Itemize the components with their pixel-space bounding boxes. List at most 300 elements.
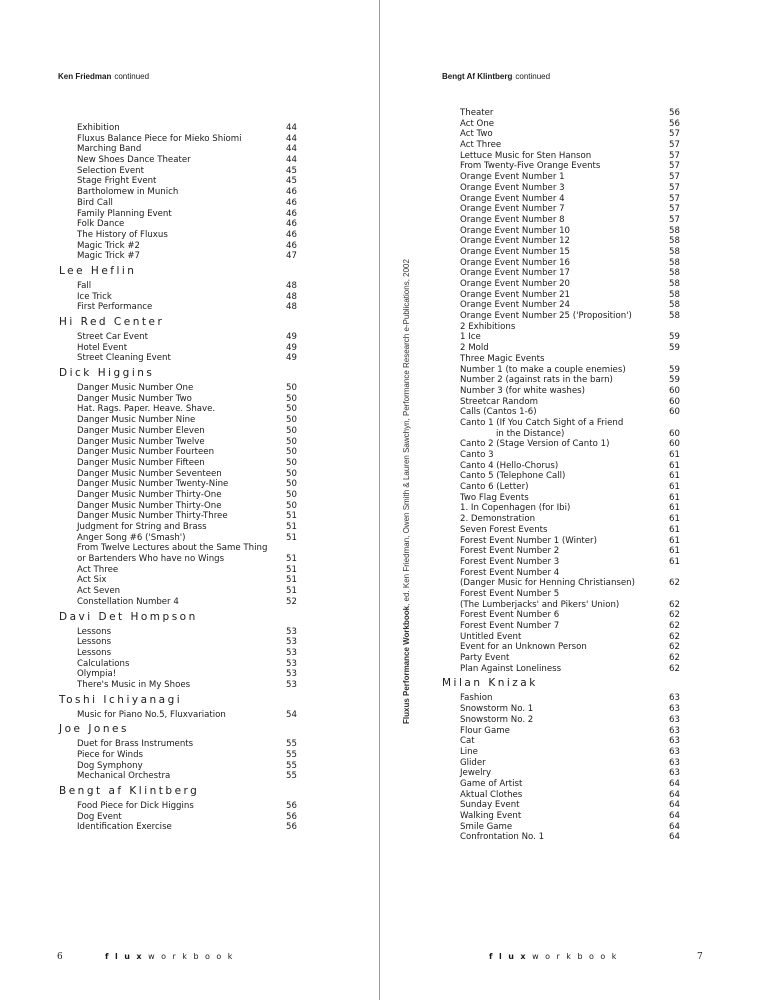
entry-page-number: 59 [669, 364, 680, 375]
entry-page-number: 45 [286, 165, 297, 176]
entry-title: Line [460, 746, 478, 757]
contents-entry [77, 565, 297, 576]
right-page-number: 7 [697, 952, 703, 962]
contents-entry [77, 353, 297, 364]
entry-page-number: 60 [669, 439, 680, 450]
entry-title: Family Planning Event [77, 208, 172, 219]
entry-title: Forest Event Number 6 [460, 610, 560, 621]
entry-title: Ice Trick [77, 291, 112, 302]
footer-title-bold: flux [105, 952, 149, 961]
entry-page-number: 55 [286, 739, 297, 750]
entry-title: Street Car Event [77, 332, 148, 342]
entry-page-number: 63 [669, 725, 680, 736]
contents-entry [460, 204, 682, 215]
entry-page-number: 53 [286, 658, 297, 669]
contents-entry [77, 187, 297, 198]
entry-page-number: 46 [286, 229, 297, 240]
entry-page-number: 55 [286, 771, 297, 782]
contents-entry [460, 536, 682, 547]
entry-title: Canto 2 (Stage Version of Canto 1) [460, 439, 610, 450]
entry-page-number: 57 [669, 182, 680, 193]
contents-entry [460, 482, 682, 493]
contents-entry [77, 771, 297, 782]
entry-title: 2 Exhibitions [460, 321, 516, 332]
entry-title: Act Seven [77, 586, 121, 597]
contents-entry [460, 119, 682, 130]
entry-title: Canto 4 (Hello-Chorus) [460, 460, 559, 471]
entry-page-number: 51 [286, 511, 297, 522]
footer-title-rest: workbook [148, 952, 239, 961]
contents-entry [460, 811, 682, 822]
author-section [59, 723, 297, 782]
entry-title: Snowstorm No. 2 [460, 714, 534, 725]
contents-entry [460, 632, 682, 643]
contents-entry [460, 407, 682, 418]
contents-entry [460, 450, 682, 461]
contents-entry [460, 354, 682, 365]
spine-credit-title: Fluxus Performance Workbook [402, 605, 411, 724]
entry-title: Anger Song #6 ('Smash') [77, 532, 186, 543]
entry-page-number: 61 [669, 503, 680, 514]
entry-page-number: 50 [286, 479, 297, 490]
contents-entry [460, 194, 682, 205]
author-section [59, 264, 297, 313]
contents-entry [460, 693, 682, 704]
entry-title: Orange Event Number 20 [460, 279, 571, 289]
contents-entry [77, 437, 297, 448]
contents-entry [460, 332, 682, 343]
entry-title: Food Piece for Dick Higgins [77, 801, 194, 812]
contents-entry [460, 311, 682, 322]
entry-title: Streetcar Random [460, 396, 538, 407]
entry-title: Music for Piano No.5, Fluxvariation [77, 709, 226, 720]
contents-entry [77, 801, 297, 812]
contents-entry [77, 426, 297, 437]
entry-title: Marching Band [77, 144, 142, 155]
entry-title: New Shoes Dance Theater [77, 155, 191, 166]
entry-title: Orange Event Number 3 [460, 182, 565, 193]
entry-title: Orange Event Number 15 [460, 246, 571, 257]
contents-entry [77, 144, 297, 155]
contents-entry [460, 322, 682, 333]
contents-entry [460, 268, 682, 279]
entry-page-number: 58 [669, 279, 680, 289]
entry-page-number: 44 [286, 144, 297, 155]
entry-page-number: 61 [669, 471, 680, 482]
entry-title: Bird Call [77, 197, 113, 208]
contents-entry [460, 546, 682, 557]
entry-page-number: 61 [669, 482, 680, 493]
running-head-continued: continued [114, 72, 150, 81]
entry-title: There's Music in My Shoes [77, 679, 191, 690]
contents-entry [460, 300, 682, 311]
entry-title: Seven Forest Events [460, 524, 548, 535]
entry-page-number: 56 [669, 118, 680, 129]
entry-page-number: 64 [669, 800, 680, 811]
entry-title: Canto 6 (Letter) [460, 482, 529, 493]
entry-title: Orange Event Number 24 [460, 300, 571, 311]
contents-entry [460, 418, 682, 429]
contents-entry [77, 710, 297, 721]
contents-entry [460, 247, 682, 258]
contents-entry [77, 597, 297, 608]
entry-title: Dog Symphony [77, 760, 143, 771]
contents-entry [460, 151, 682, 162]
contents-entry [77, 822, 297, 833]
entry-page-number: 60 [669, 407, 680, 418]
contents-entry [460, 715, 682, 726]
contents-entry [460, 129, 682, 140]
contents-entry [460, 704, 682, 715]
entry-page-number: 49 [286, 342, 297, 353]
entry-page-number: 57 [669, 193, 680, 204]
entry-title: Untitled Event [460, 631, 522, 642]
entry-page-number: 46 [286, 197, 297, 208]
entry-page-number: 58 [669, 236, 680, 247]
entry-title: Canto 5 (Telephone Call) [460, 471, 566, 482]
contents-entry [77, 241, 297, 252]
contents-entry [77, 761, 297, 772]
contents-entry [460, 514, 682, 525]
entry-title: Canto 3 [460, 450, 494, 460]
author-heading: Lee Heflin [59, 264, 137, 277]
entry-title: Number 3 (for white washes) [460, 385, 585, 396]
contents-entry [77, 648, 297, 659]
contents-entry [77, 209, 297, 220]
contents-entry [77, 637, 297, 648]
contents-entry [77, 292, 297, 303]
contents-entry [77, 659, 297, 670]
entry-title: Bartholomew in Munich [77, 187, 179, 198]
entry-title: Orange Event Number 8 [460, 214, 565, 225]
entry-page-number: 63 [669, 768, 680, 779]
entry-page-number: 61 [669, 556, 680, 567]
entry-title: Forest Event Number 5 [460, 588, 560, 599]
entry-title: Hotel Event [77, 342, 128, 353]
entry-page-number: 58 [669, 268, 680, 279]
contents-entry [77, 415, 297, 426]
entry-title: 1. In Copenhagen (for Ibi) [460, 503, 571, 514]
entry-title: Confrontation No. 1 [460, 832, 545, 843]
entry-title: Three Magic Events [460, 353, 545, 364]
contents-entry [77, 543, 297, 554]
entry-page-number: 56 [286, 822, 297, 833]
contents-entry [460, 726, 682, 737]
contents-entry [77, 669, 297, 680]
contents-entry [77, 750, 297, 761]
entry-title: Plan Against Loneliness [460, 663, 562, 674]
contents-entry [77, 230, 297, 241]
contents-entry [460, 439, 682, 450]
entry-page-number: 53 [286, 679, 297, 690]
entry-page-number: 62 [669, 631, 680, 642]
entry-title: Flour Game [460, 725, 510, 736]
entry-title: Game of Artist [460, 778, 523, 789]
entry-title: Forest Event Number 2 [460, 546, 560, 557]
contents-entry [77, 332, 297, 343]
contents-entry [460, 258, 682, 269]
entry-title: Lessons [77, 637, 112, 648]
contents-entry [77, 447, 297, 458]
contents-entry [460, 779, 682, 790]
entry-title: 1 Ice [460, 332, 481, 343]
entry-page-number: 62 [669, 599, 680, 610]
contents-entry [460, 664, 682, 675]
entry-page-number: 63 [669, 714, 680, 725]
entry-title: Jewelry [460, 768, 492, 779]
entry-title: Danger Music Number One [77, 383, 194, 394]
entry-page-number: 62 [669, 663, 680, 674]
entry-page-number: 56 [669, 108, 680, 118]
entry-title: Orange Event Number 16 [460, 257, 571, 268]
entry-page-number: 64 [669, 811, 680, 821]
entry-page-number: 51 [286, 564, 297, 575]
spine-credit [402, 259, 411, 724]
contents-entry [77, 522, 297, 533]
entry-title: Theater [460, 108, 494, 118]
entry-title: Forest Event Number 3 [460, 556, 560, 567]
entry-title: Duet for Brass Instruments [77, 739, 194, 750]
author-section [59, 367, 297, 607]
contents-entry [77, 383, 297, 394]
entry-title: Olympia! [77, 669, 117, 680]
footer-title-bold: flux [489, 952, 533, 961]
contents-entry [460, 397, 682, 408]
author-heading: Davi Det Hompson [59, 610, 198, 623]
footer-title-rest: workbook [532, 952, 623, 961]
contents-entry [77, 739, 297, 750]
entry-title: 2 Mold [460, 343, 489, 354]
entry-title: Act Three [460, 140, 502, 151]
right-footer-title [489, 952, 623, 961]
entry-page-number: 46 [286, 240, 297, 251]
contents-entry [77, 575, 297, 586]
entry-page-number: 50 [286, 383, 297, 394]
entry-page-number: 55 [286, 760, 297, 771]
entry-page-number: 64 [669, 778, 680, 789]
entry-title: Calculations [77, 658, 130, 669]
running-head-name: Bengt Af Klintberg [442, 72, 513, 81]
entry-title: The History of Fluxus [77, 229, 168, 240]
entry-page-number: 51 [286, 554, 297, 565]
left-footer-title [105, 952, 239, 961]
entry-page-number: 61 [669, 460, 680, 471]
contents-entry [460, 747, 682, 758]
entry-page-number: 64 [669, 832, 680, 843]
author-section [59, 610, 297, 691]
entry-page-number: 50 [286, 404, 297, 415]
entry-title: First Performance [77, 302, 153, 313]
entry-title: Lessons [77, 647, 112, 658]
entry-title: Act Six [77, 575, 107, 586]
entry-page-number: 60 [669, 428, 680, 439]
entry-page-number: 46 [286, 208, 297, 219]
contents-entry [77, 479, 297, 490]
right-contents-column [442, 108, 682, 843]
entry-title: Exhibition [77, 123, 120, 133]
contents-entry [460, 653, 682, 664]
author-heading: Dick Higgins [59, 367, 155, 380]
entry-page-number: 59 [669, 343, 680, 354]
contents-entry [460, 758, 682, 769]
contents-entry [77, 680, 297, 691]
entry-title: Cat [460, 736, 475, 747]
contents-entry [460, 172, 682, 183]
entry-title: Forest Event Number 1 (Winter) [460, 535, 597, 546]
entry-page-number: 61 [669, 535, 680, 546]
contents-entry [460, 568, 682, 579]
entry-page-number: 58 [669, 311, 680, 322]
entry-page-number: 58 [669, 289, 680, 300]
entry-page-number: 63 [669, 693, 680, 704]
entry-title: Canto 1 (If You Catch Sight of a Friend [460, 417, 624, 428]
contents-entry [460, 736, 682, 747]
contents-entry [460, 290, 682, 301]
entry-page-number: 61 [669, 492, 680, 503]
contents-entry [77, 511, 297, 522]
author-heading: Bengt af Klintberg [59, 785, 200, 798]
contents-entry [460, 226, 682, 237]
entry-title: 2. Demonstration [460, 514, 536, 525]
entry-title: Act Three [77, 564, 119, 575]
entry-page-number: 52 [286, 596, 297, 607]
entry-page-number: 48 [286, 302, 297, 313]
entry-page-number: 51 [286, 575, 297, 586]
entry-title: Act One [460, 118, 495, 129]
entry-title: Sunday Event [460, 800, 520, 811]
entry-page-number: 61 [669, 524, 680, 535]
contents-entry [77, 166, 297, 177]
entry-title: Danger Music Number Seventeen [77, 468, 222, 479]
entry-page-number: 63 [669, 757, 680, 768]
contents-entry [77, 501, 297, 512]
entry-title: Orange Event Number 25 ('Proposition') [460, 311, 632, 322]
author-heading: Joe Jones [59, 723, 129, 736]
entry-title: Piece for Winds [77, 750, 144, 760]
contents-entry [77, 404, 297, 415]
contents-entry [460, 493, 682, 504]
contents-entry [460, 525, 682, 536]
spine-credit-details: , ed. Ken Friedman, Owen Smith & Lauren Sawchyn, Performance Research e-Publications, 2002 [402, 259, 411, 606]
entry-title: Magic Trick #2 [77, 240, 140, 251]
contents-entry [460, 108, 682, 119]
entry-page-number: 49 [286, 353, 297, 364]
entry-page-number: 54 [286, 709, 297, 720]
entry-page-number: 56 [286, 811, 297, 822]
entry-page-number: 57 [669, 129, 680, 140]
entry-page-number: 58 [669, 246, 680, 257]
contents-entry [460, 790, 682, 801]
author-heading: Hi Red Center [59, 316, 165, 328]
entry-title: Act Two [460, 129, 493, 140]
author-heading: Toshi Ichiyanagi [59, 693, 183, 706]
contents-entry [77, 469, 297, 480]
entry-page-number: 48 [286, 291, 297, 302]
contents-entry [77, 176, 297, 187]
entry-title: Danger Music Number Two [77, 393, 192, 404]
entry-title: Judgment for String and Brass [77, 522, 207, 532]
entry-title: Fluxus Balance Piece for Mieko Shiomi [77, 133, 242, 144]
entry-title: Snowstorm No. 1 [460, 704, 534, 715]
entry-page-number: 53 [286, 647, 297, 658]
running-head-name: Ken Friedman [58, 72, 112, 81]
left-contents-column [59, 123, 297, 833]
entry-title: Glider [460, 757, 486, 768]
entry-page-number: 51 [286, 532, 297, 543]
contents-entry [460, 375, 682, 386]
entry-page-number: 53 [286, 669, 297, 680]
entry-title: Danger Music Number Fifteen [77, 457, 205, 468]
entry-title: Danger Music Number Fourteen [77, 447, 215, 458]
entry-title: Magic Trick #7 [77, 251, 140, 262]
entry-title: Walking Event [460, 811, 522, 821]
entry-page-number: 58 [669, 257, 680, 268]
author-section [442, 677, 682, 843]
entry-page-number: 57 [669, 161, 680, 172]
contents-entry [460, 215, 682, 226]
author-section [59, 693, 297, 721]
entry-title: Orange Event Number 10 [460, 225, 571, 236]
entry-title: Orange Event Number 12 [460, 236, 571, 247]
author-heading: Milan Knizak [442, 677, 538, 690]
entry-page-number: 60 [669, 396, 680, 407]
contents-entry [77, 812, 297, 823]
contents-entry [460, 365, 682, 376]
entry-title: Folk Dance [77, 219, 125, 230]
entry-title: Party Event [460, 653, 510, 664]
contents-entry [460, 471, 682, 482]
contents-entry [460, 589, 682, 600]
entry-page-number: 62 [669, 610, 680, 621]
contents-entry [460, 800, 682, 811]
entry-page-number: 50 [286, 425, 297, 436]
entry-title: Street Cleaning Event [77, 353, 171, 364]
contents-entry [460, 578, 682, 589]
entry-page-number: 62 [669, 653, 680, 664]
entry-title: Orange Event Number 17 [460, 268, 571, 279]
entry-title: Fashion [460, 693, 493, 704]
contents-entry [460, 429, 682, 440]
entry-title: Lettuce Music for Sten Hanson [460, 150, 592, 161]
entry-page-number: 63 [669, 704, 680, 715]
entry-page-number: 45 [286, 176, 297, 187]
contents-entry [460, 768, 682, 779]
entry-title: Danger Music Number Twenty-Nine [77, 479, 229, 490]
entry-title: Stage Fright Event [77, 176, 157, 187]
entry-title: Mechanical Orchestra [77, 771, 171, 782]
entry-page-number: 58 [669, 225, 680, 236]
right-running-head [442, 72, 550, 81]
contents-entry [77, 586, 297, 597]
entry-title: From Twenty-Five Orange Events [460, 161, 601, 172]
entry-title: Selection Event [77, 165, 144, 176]
left-running-head [58, 72, 149, 81]
entry-page-number: 57 [669, 172, 680, 183]
contents-entry [460, 832, 682, 843]
entry-page-number: 61 [669, 514, 680, 525]
entry-page-number: 44 [286, 133, 297, 144]
entry-title: Danger Music Number Eleven [77, 425, 205, 436]
entry-page-number: 59 [669, 332, 680, 343]
contents-entry [77, 394, 297, 405]
entry-page-number: 60 [669, 385, 680, 396]
entry-page-number: 64 [669, 789, 680, 800]
entry-title: Danger Music Number Thirty-One [77, 500, 222, 511]
entry-title: Orange Event Number 21 [460, 289, 571, 300]
entry-title: Calls (Cantos 1-6) [460, 407, 537, 418]
contents-entry [77, 123, 297, 134]
entry-title: Danger Music Number Thirty-One [77, 489, 222, 500]
